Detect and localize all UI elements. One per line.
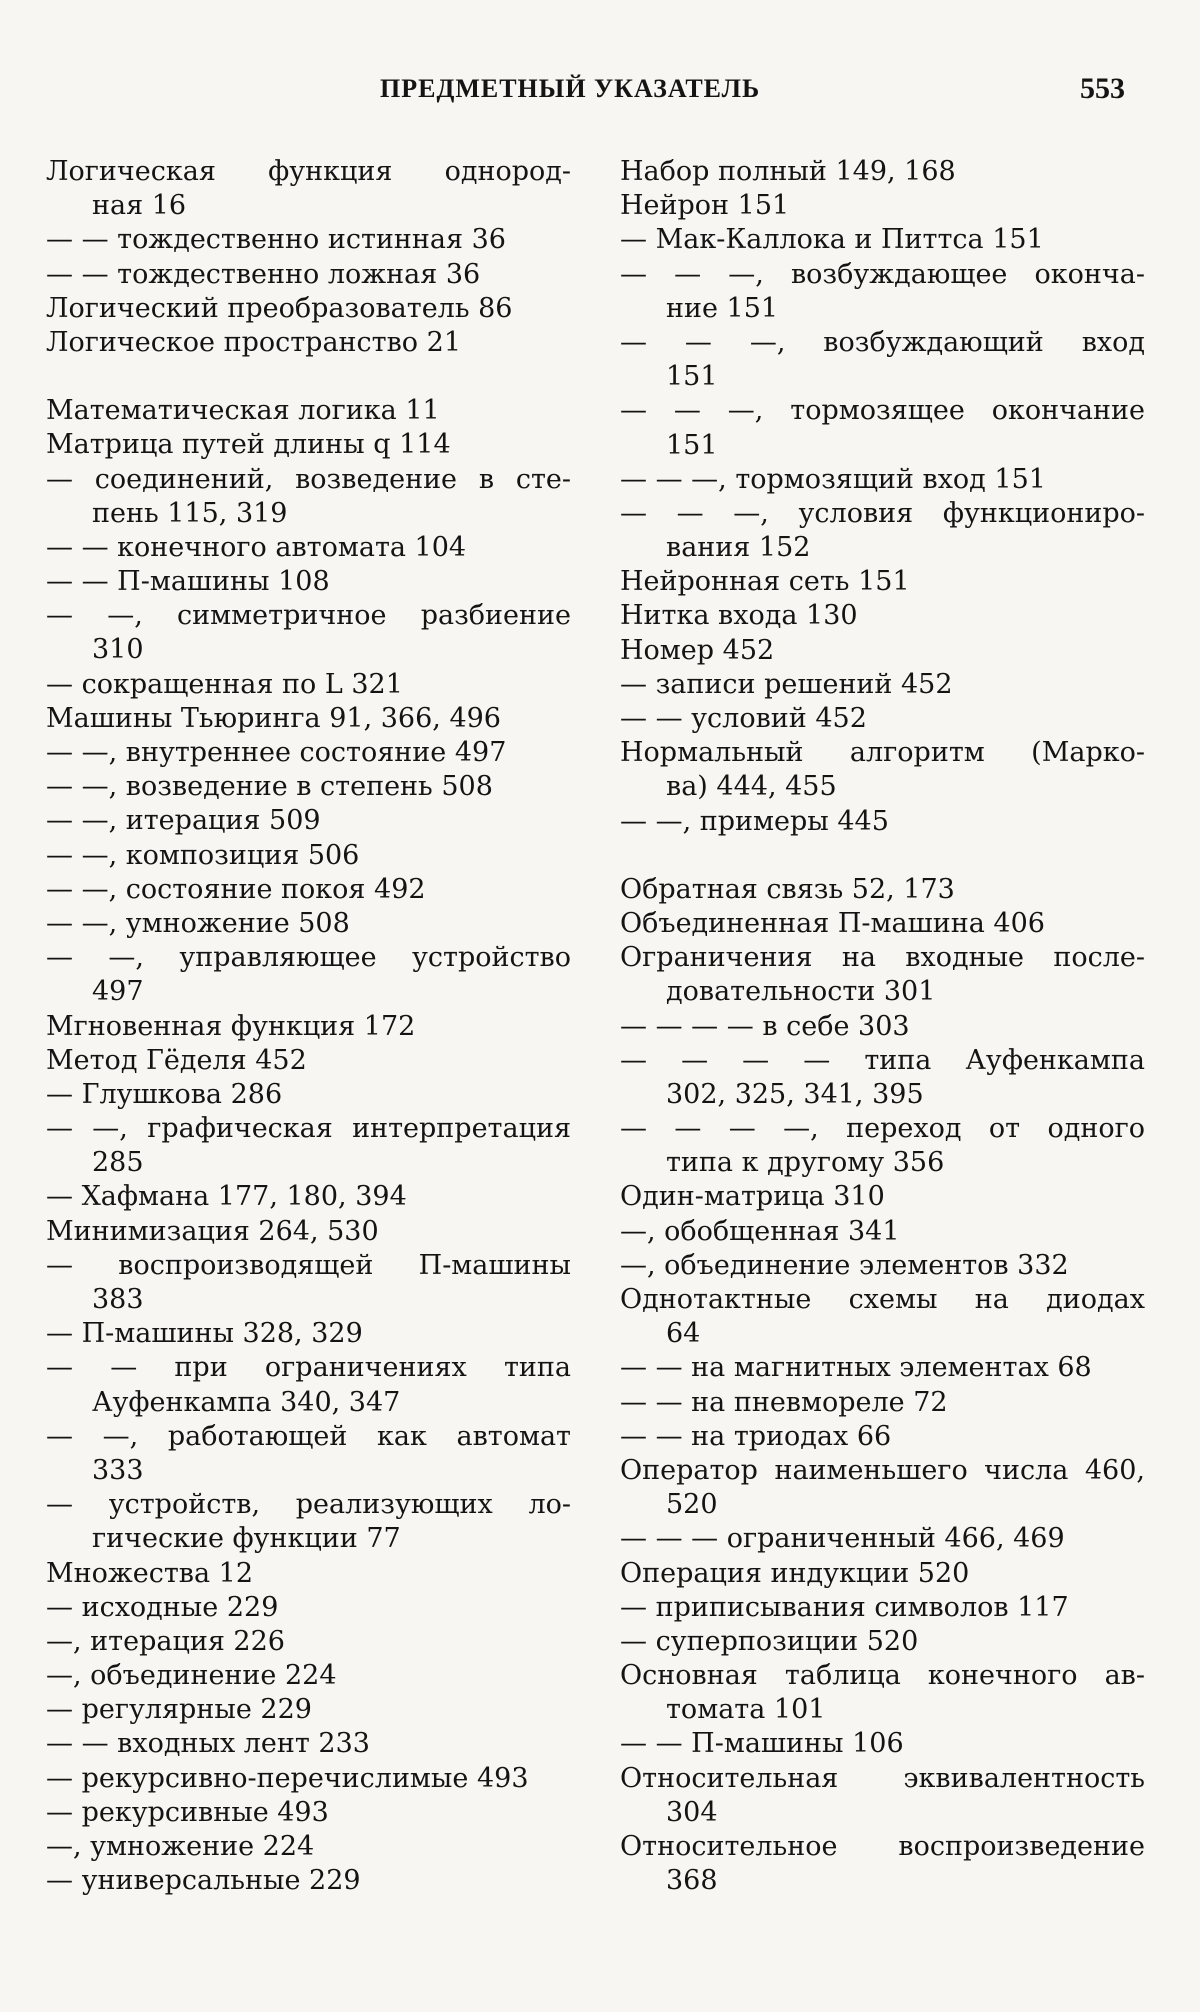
index-entry: [620, 155, 1145, 189]
index-entry-line: Логическая функция однород-: [46, 156, 571, 187]
index-entry-line: — —, графическая интерпретация: [46, 1113, 571, 1145]
index-entry-line: — — на пневмореле 72: [620, 1386, 948, 1418]
index-entry: [620, 1762, 1145, 1830]
index-entry-line: — — — — типа Ауфенкампа: [620, 1044, 1145, 1076]
index-entry-continuation: 302, 325, 341, 395: [666, 1078, 924, 1110]
index-entry-line: Основная таблица конечного ав-: [620, 1660, 1145, 1692]
index-entry: [46, 1010, 571, 1044]
index-entry: [46, 1557, 571, 1591]
index-entry-line: Нитка входа 130: [620, 600, 858, 632]
index-entry-line: — П-машины 328, 329: [46, 1318, 363, 1350]
index-entry: [46, 1830, 571, 1864]
index-entry-continuation: Ауфенкампа 340, 347: [92, 1386, 401, 1418]
index-entry-line: — — —, условия функциониро-: [620, 497, 1145, 529]
index-entry-line: Номер 452: [620, 634, 775, 666]
index-entry-line: Нормальный алгоритм (Марко-: [620, 737, 1145, 769]
index-entry-line: Машины Тьюринга 91, 366, 496: [46, 702, 501, 734]
index-entry-line: — —, симметричное разбиение: [46, 600, 571, 632]
index-entry: [620, 1386, 1145, 1420]
index-entry: [620, 599, 1145, 633]
index-entry: [620, 1283, 1145, 1351]
index-entry-line: Относительная эквивалентность: [620, 1762, 1145, 1794]
index-entry: [620, 189, 1145, 223]
index-entry-continuation: пень 115, 319: [92, 497, 288, 529]
index-entry-line: Минимизация 264, 530: [46, 1215, 379, 1247]
index-entry-line: — — П-машины 106: [620, 1728, 904, 1760]
index-entry-line: — — — — в себе 303: [620, 1010, 910, 1042]
index-entry-continuation: 151: [666, 361, 718, 393]
index-entry-line: — —, итерация 509: [46, 805, 321, 837]
index-entry-line: Оператор наименьшего числа 460,: [620, 1454, 1145, 1486]
index-entry: [46, 463, 571, 531]
index-entry: [620, 1010, 1145, 1044]
index-entry-continuation: 520: [666, 1489, 718, 1521]
index-entry-continuation: типа к другому 356: [666, 1147, 945, 1179]
index-entry-line: —, объединение 224: [46, 1660, 337, 1692]
index-entry: [46, 1249, 571, 1317]
index-entry: [46, 736, 571, 770]
index-entry: [620, 223, 1145, 257]
index-entry: [620, 702, 1145, 736]
index-entry: [620, 873, 1145, 907]
index-entry-line: — — конечного автомата 104: [46, 531, 467, 563]
index-entry: [46, 1591, 571, 1625]
index-entry: [46, 258, 571, 292]
index-entry: [620, 1351, 1145, 1385]
index-entry-line: Метод Гёделя 452: [46, 1044, 307, 1076]
index-entry: [46, 223, 571, 257]
index-entry: [46, 702, 571, 736]
index-entry-line: — — на триодах 66: [620, 1420, 892, 1452]
index-entry: [46, 394, 571, 428]
index-entry-line: — — П-машины 108: [46, 566, 330, 598]
index-entry-line: — сокращенная по L 321: [46, 668, 403, 700]
index-entry-line: Математическая логика 11: [46, 395, 440, 427]
index-entry-line: — —, работающей как автомат: [46, 1420, 571, 1452]
index-entry-line: — рекурсивные 493: [46, 1796, 329, 1828]
index-entry-continuation: ная 16: [92, 190, 187, 222]
index-entry-line: —, обобщенная 341: [620, 1215, 900, 1247]
index-entry-continuation: вания 152: [666, 532, 811, 564]
index-entry-line: — —, внутреннее состояние 497: [46, 737, 507, 768]
index-entry: [620, 1249, 1145, 1283]
index-entry-line: — — на магнитных элементах 68: [620, 1352, 1092, 1384]
index-entry-line: Набор полный 149, 168: [620, 156, 956, 187]
index-entry: [46, 292, 571, 326]
index-entry-continuation: 151: [666, 429, 718, 461]
index-entry-continuation: ва) 444, 455: [666, 771, 837, 803]
index-entry: [46, 1317, 571, 1351]
index-entry-continuation: ние 151: [666, 292, 779, 324]
index-entry-line: — приписывания символов 117: [620, 1591, 1069, 1623]
index-entry: [620, 668, 1145, 702]
index-entry-line: — Мак-Каллока и Питтса 151: [620, 224, 1044, 256]
index-entry: [620, 394, 1145, 462]
index-entry-line: — — — ограниченный 466, 469: [620, 1523, 1065, 1555]
index-entry-line: Один-матрица 310: [620, 1181, 885, 1213]
index-entry: [620, 565, 1145, 599]
index-entry: [46, 668, 571, 702]
index-entry: [620, 497, 1145, 565]
index-entry: [620, 1454, 1145, 1522]
index-entry: [46, 1112, 571, 1180]
index-entry-line: — устройств, реализующих ло-: [46, 1489, 571, 1521]
index-entry-line: — — —, возбуждающее оконча-: [620, 258, 1145, 290]
index-entry: [46, 1180, 571, 1214]
index-entry: [46, 1864, 571, 1898]
index-entry-line: — Глушкова 286: [46, 1078, 283, 1110]
index-entry-line: Объединенная П-машина 406: [620, 907, 1045, 939]
index-entry: [620, 1044, 1145, 1112]
index-entry: [46, 565, 571, 599]
index-entry-line: — — —, тормозящий вход 151: [620, 463, 1046, 495]
index-entry-line: Логический преобразователь 86: [46, 292, 513, 324]
index-entry: [620, 1522, 1145, 1556]
index-entry-continuation: 368: [666, 1865, 718, 1897]
index-entry: [46, 873, 571, 907]
index-entry: [620, 1420, 1145, 1454]
index-entry: [46, 907, 571, 941]
index-entry: [46, 1078, 571, 1112]
index-entry: [46, 531, 571, 565]
index-entry-line: Мгновенная функция 172: [46, 1010, 416, 1042]
index-column-left: [46, 155, 571, 1898]
index-entry: [620, 1215, 1145, 1249]
index-entry: [620, 1830, 1145, 1898]
index-entry: [46, 770, 571, 804]
index-entry-line: — универсальные 229: [46, 1865, 361, 1897]
index-entry-line: — —, примеры 445: [620, 805, 889, 837]
index-entry-continuation: томата 101: [666, 1694, 826, 1726]
index-entry-line: — записи решений 452: [620, 668, 953, 700]
page-number: 553: [1080, 72, 1125, 105]
index-column-right: [620, 155, 1145, 1898]
index-entry-line: Множества 12: [46, 1557, 254, 1589]
index-entry: [46, 1625, 571, 1659]
index-entry-continuation: 304: [666, 1796, 718, 1828]
index-entry: [620, 1112, 1145, 1180]
index-entry: [620, 463, 1145, 497]
index-entry-line: — —, возведение в степень 508: [46, 771, 493, 803]
index-entry: [620, 1557, 1145, 1591]
index-entry: [46, 1659, 571, 1693]
index-entry: [46, 1796, 571, 1830]
index-entry-line: —, итерация 226: [46, 1625, 285, 1657]
index-entry: [46, 599, 571, 667]
index-entry: [46, 326, 571, 360]
index-entry: [46, 1420, 571, 1488]
index-entry-line: Обратная связь 52, 173: [620, 873, 955, 905]
index-entry-line: — — условий 452: [620, 703, 867, 734]
index-entry-line: —, умножение 224: [46, 1831, 315, 1862]
index-entry-line: — — при ограничениях типа: [46, 1352, 571, 1384]
index-entry: [46, 155, 571, 223]
index-entry-line: — —, состояние покоя 492: [46, 873, 426, 905]
index-entry-line: — соединений, возведение в сте-: [46, 463, 571, 495]
index-entry: [46, 839, 571, 873]
index-entry-line: — Хафмана 177, 180, 394: [46, 1181, 407, 1213]
index-entry-continuation: 310: [92, 634, 144, 666]
index-entry-line: — —, умножение 508: [46, 907, 350, 939]
index-entry-line: — — —, возбуждающий вход: [620, 326, 1145, 358]
index-entry-continuation: довательности 301: [666, 976, 936, 1008]
index-entry: [620, 941, 1145, 1009]
index-entry-line: — регулярные 229: [46, 1694, 312, 1726]
index-entry: [46, 804, 571, 838]
running-title: ПРЕДМЕТНЫЙ УКАЗАТЕЛЬ: [380, 74, 761, 103]
index-entry-line: Операция индукции 520: [620, 1557, 970, 1589]
index-entry-line: — —, управляющее устройство: [46, 942, 571, 974]
index-entry-line: — рекурсивно-перечислимые 493: [46, 1762, 529, 1794]
index-entry: [620, 326, 1145, 394]
index-entry-continuation: 497: [92, 976, 144, 1008]
index-entry: [46, 1215, 571, 1249]
index-entry-line: Относительное воспроизведение: [620, 1831, 1145, 1862]
index-entry-continuation: гические функции 77: [92, 1523, 401, 1555]
index-entry-line: — исходные 229: [46, 1591, 279, 1623]
index-entry-continuation: 333: [92, 1454, 144, 1486]
index-entry: [620, 805, 1145, 839]
index-entry-continuation: 64: [666, 1318, 701, 1350]
index-entry-line: — — тождественно истинная 36: [46, 224, 506, 256]
index-entry: [620, 1625, 1145, 1659]
index-entry-line: — — входных лент 233: [46, 1728, 370, 1760]
index-entry: [620, 1727, 1145, 1761]
index-entry: [46, 1762, 571, 1796]
index-entry-line: Ограничения на входные после-: [620, 942, 1145, 974]
index-entry: [620, 634, 1145, 668]
index-entry: [46, 428, 571, 462]
index-entry-line: Матрица путей длины q 114: [46, 429, 451, 461]
index-entry-line: Нейрон 151: [620, 190, 790, 222]
index-entry: [620, 736, 1145, 804]
index-entry: [620, 907, 1145, 941]
index-entry-line: — —, композиция 506: [46, 839, 360, 871]
index-entry-line: Логическое пространство 21: [46, 326, 461, 358]
index-entry: [46, 1693, 571, 1727]
index-entry-continuation: 285: [92, 1147, 144, 1179]
index-entry-line: Нейронная сеть 151: [620, 566, 910, 598]
index-entry: [620, 258, 1145, 326]
index-entry: [46, 941, 571, 1009]
index-entry-line: — — —, тормозящее окончание: [620, 395, 1145, 427]
index-entry-continuation: 383: [92, 1284, 144, 1315]
index-entry: [46, 1727, 571, 1761]
index-entry-line: — суперпозиции 520: [620, 1625, 919, 1657]
index-entry: [620, 1591, 1145, 1625]
index-entry: [620, 1180, 1145, 1214]
index-entry: [46, 1044, 571, 1078]
index-entry-line: — — — —, переход от одного: [620, 1113, 1145, 1145]
index-entry: [46, 1351, 571, 1419]
index-entry: [46, 1488, 571, 1556]
index-entry-line: — воспроизводящей П-машины: [46, 1249, 571, 1281]
index-entry: [620, 1659, 1145, 1727]
index-entry-line: —, объединение элементов 332: [620, 1249, 1069, 1281]
index-entry-line: — — тождественно ложная 36: [46, 258, 481, 290]
index-entry-line: Однотактные схемы на диодах: [620, 1284, 1145, 1315]
